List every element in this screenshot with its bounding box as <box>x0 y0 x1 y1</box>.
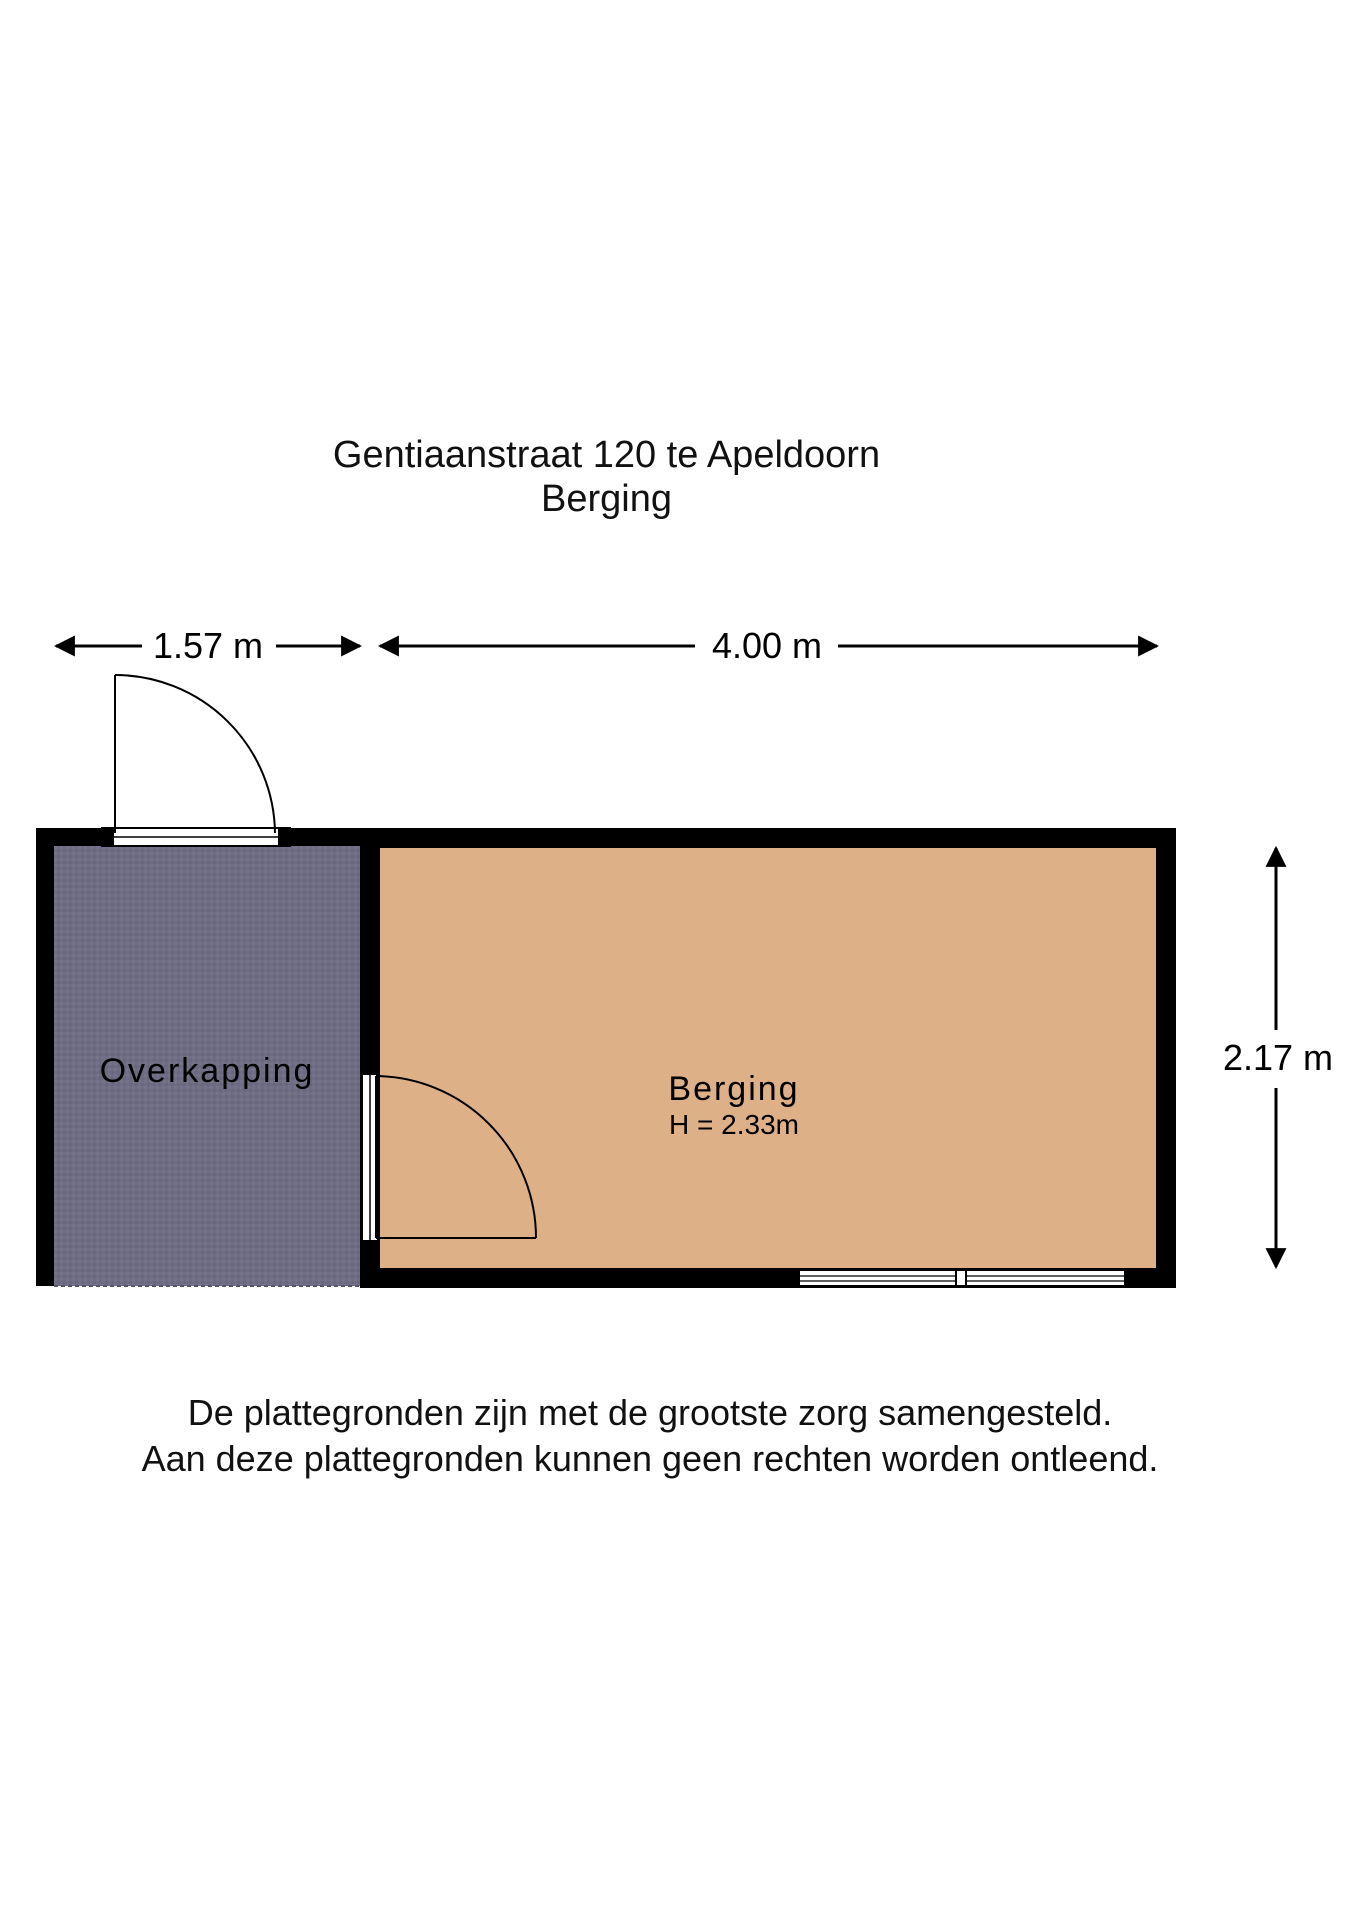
room-label-berging: Berging <box>668 1070 800 1108</box>
door-entrance <box>102 675 290 846</box>
storage-room <box>380 848 1156 1268</box>
dimension-depth <box>1223 848 1333 1267</box>
dimension-width-right <box>380 625 1157 666</box>
dimension-label: 4.00 m <box>711 625 823 666</box>
wall-left <box>36 828 54 1286</box>
dimension-width-left <box>56 625 360 666</box>
disclaimer-line-1: De plattegronden zijn met de grootste zorg samengesteld. <box>187 1392 1113 1433</box>
dimension-label: 2.17 m <box>1222 1037 1334 1078</box>
room-label-overkapping: Overkapping <box>99 1052 315 1090</box>
page-subtitle: Berging <box>541 478 672 520</box>
dimension-label: 1.57 m <box>152 625 264 666</box>
room-height-label: H = 2.33m <box>669 1109 799 1140</box>
disclaimer-line-2: Aan deze plattegronden kunnen geen rechten worden ontleend. <box>141 1438 1159 1479</box>
window-bottom <box>788 1270 1136 1286</box>
page-title: Gentiaanstraat 120 te Apeldoorn <box>332 434 881 476</box>
